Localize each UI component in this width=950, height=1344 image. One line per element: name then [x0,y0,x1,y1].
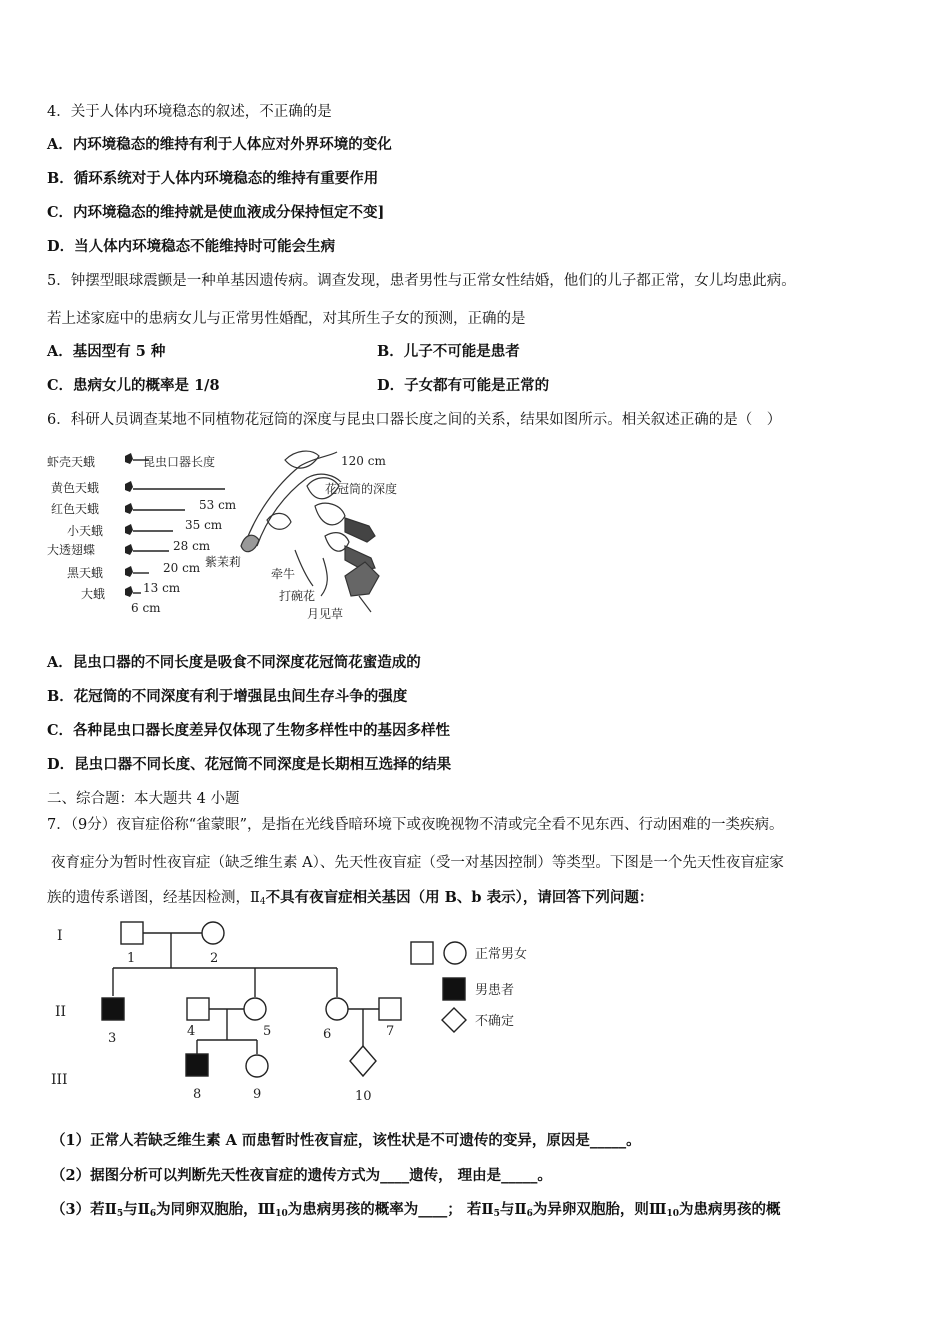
legend-affected-male [443,978,465,1000]
individual-5 [244,998,266,1020]
length-label: 28 cm [173,539,211,553]
individual-id: 5 [263,1024,272,1039]
moth-icon [125,524,133,535]
individual-7 [379,998,401,1020]
q7-subquestion-2: （2）据图分析可以判断先天性夜盲症的遗传方式为____遗传， 理由是_____。 [51,1167,552,1184]
length-label: 53 cm [199,498,237,512]
individual-9 [246,1055,268,1077]
q4-option-c: C．内环境稳态的维持就是使血液成分保持恒定不变] [47,204,385,221]
legend-normal-male [411,942,433,964]
individual-id: 3 [108,1031,117,1046]
mouthpart-axis-label: 昆虫口器长度 [143,455,216,469]
moth-icon [125,453,133,464]
q7-subquestion-1: （1）正常人若缺乏维生素 A 而患暂时性夜盲症，该性状是不可遗传的变异，原因是_____。 [51,1132,641,1149]
q7-subquestion-3: （3）若$Ⅱ_5$与$Ⅱ_6$为同卵双胞胎，$Ⅲ_{10}$为患病男孩的概率为____； 若$Ⅱ_5$与$Ⅱ_6$为异卵双胞胎，则$Ⅲ_{10}$为患病男孩的概 [51,1201,781,1219]
moth-icon [125,503,133,514]
pedigree-chart [45,918,565,1108]
legend-normal-female [444,942,466,964]
length-label: 20 cm [163,561,201,575]
individual-id: 8 [193,1087,202,1102]
individual-id: 6 [323,1027,332,1042]
legend-uncertain [442,1008,466,1032]
legend-label: 正常男女 [475,947,528,962]
flower-label: 牵牛 [271,567,296,581]
q4-option-b: B．循环系统对于人体内环境稳态的维持有重要作用 [47,170,379,187]
generation-label: II [55,1004,67,1020]
individual-id: 4 [187,1024,196,1039]
q4-option-a: A．内环境稳态的维持有利于人体应对外界环境的变化 [47,136,392,153]
q4-option-d: D．当人体内环境稳态不能维持时可能会生病 [47,238,336,255]
q7-stem-line2: 夜育症分为暂时性夜盲症（缺乏维生素 A）、先天性夜盲症（受一对基因控制）等类型。下图是一个先天性夜盲症家 [51,855,784,871]
insect-label: 大透翅蝶 [47,543,96,557]
individual-1 [121,922,143,944]
insect-label: 大蛾 [81,587,106,601]
individual-4 [187,998,209,1020]
insect-label: 小天蛾 [67,524,104,538]
flower-label: 打碗花 [279,589,316,603]
q6-option-b: B．花冠筒的不同深度有利于增强昆虫间生存斗争的强度 [47,688,408,705]
q6-option-c: C．各种昆虫口器长度差异仅体现了生物多样性中的基因多样性 [47,722,451,739]
individual-id: 2 [210,951,219,966]
q5-option-a: A．基因型有 5 种 [47,343,166,360]
individual-id: 7 [386,1024,395,1039]
q5-option-d: D．子女都有可能是正常的 [377,377,550,394]
length-label: 120 cm [341,454,386,468]
section-heading: 二、综合题：本大题共 4 小题 [47,791,240,807]
individual-2 [202,922,224,944]
individual-id: 1 [127,951,136,966]
moth-icon [125,481,133,492]
q6-stem: 6．科研人员调查某地不同植物花冠筒的深度与昆虫口器长度之间的关系，结果如图所示。相关叙述正确的是（ ） [47,412,782,428]
corolla-depth-label: 花冠筒的深度 [325,482,398,496]
individual-8 [186,1054,208,1076]
insect-label: 黑天蛾 [67,566,104,580]
legend-label: 不确定 [475,1014,515,1029]
individual-id: 9 [253,1087,262,1102]
individual-6 [326,998,348,1020]
q5-stem-line1: 5．钟摆型眼球震颤是一种单基因遗传病。调查发现，患者男性与正常女性结婚，他们的儿子都正常，女儿均患此病。 [47,273,796,289]
q7-stem-line1: 7．（9分）夜盲症俗称“雀蒙眼”，是指在光线昏暗环境下或夜晚视物不清或完全看不见东西、行动困难的一类疾病。 [47,817,784,833]
insect-label: 红色天蛾 [51,502,100,516]
length-label: 13 cm [143,581,181,595]
insect-label: 黄色天蛾 [51,481,100,495]
moth-icon [125,544,133,555]
flower-label: 紫茉莉 [205,555,242,569]
q5-option-c: C．患病女儿的概率是 1/8 [47,377,220,394]
q4-stem: 4．关于人体内环境稳态的叙述，不正确的是 [47,104,332,120]
individual-3 [102,998,124,1020]
q6-option-a: A．昆虫口器的不同长度是吸食不同深度花冠筒花蜜造成的 [47,654,421,671]
moth-icon [125,566,133,577]
flower-label: 月见草 [307,607,344,621]
flower-drawing [241,451,379,612]
q5-option-b: B．儿子不可能是患者 [377,343,520,360]
q6-option-d: D．昆虫口器不同长度、花冠筒不同深度是长期相互选择的结果 [47,756,452,773]
individual-id: 10 [355,1089,372,1104]
legend-label: 男患者 [475,983,515,998]
q7-stem-line3: 族的遗传系谱图，经基因检测，$Ⅱ_4$不具有夜盲症相关基因（用 B、b 表示），请回答下列问题： [47,889,654,907]
insect-label: 虾壳天蛾 [47,455,96,469]
generation-label: I [57,928,63,944]
individual-10 [350,1046,376,1076]
moth-icon [125,586,133,597]
insect-flower-figure [45,446,425,624]
length-label: 35 cm [185,518,223,532]
q5-stem-line2: 若上述家庭中的患病女儿与正常男性婚配，对其所生子女的预测，正确的是 [47,311,526,327]
generation-label: III [51,1072,68,1088]
length-label: 6 cm [131,601,161,615]
